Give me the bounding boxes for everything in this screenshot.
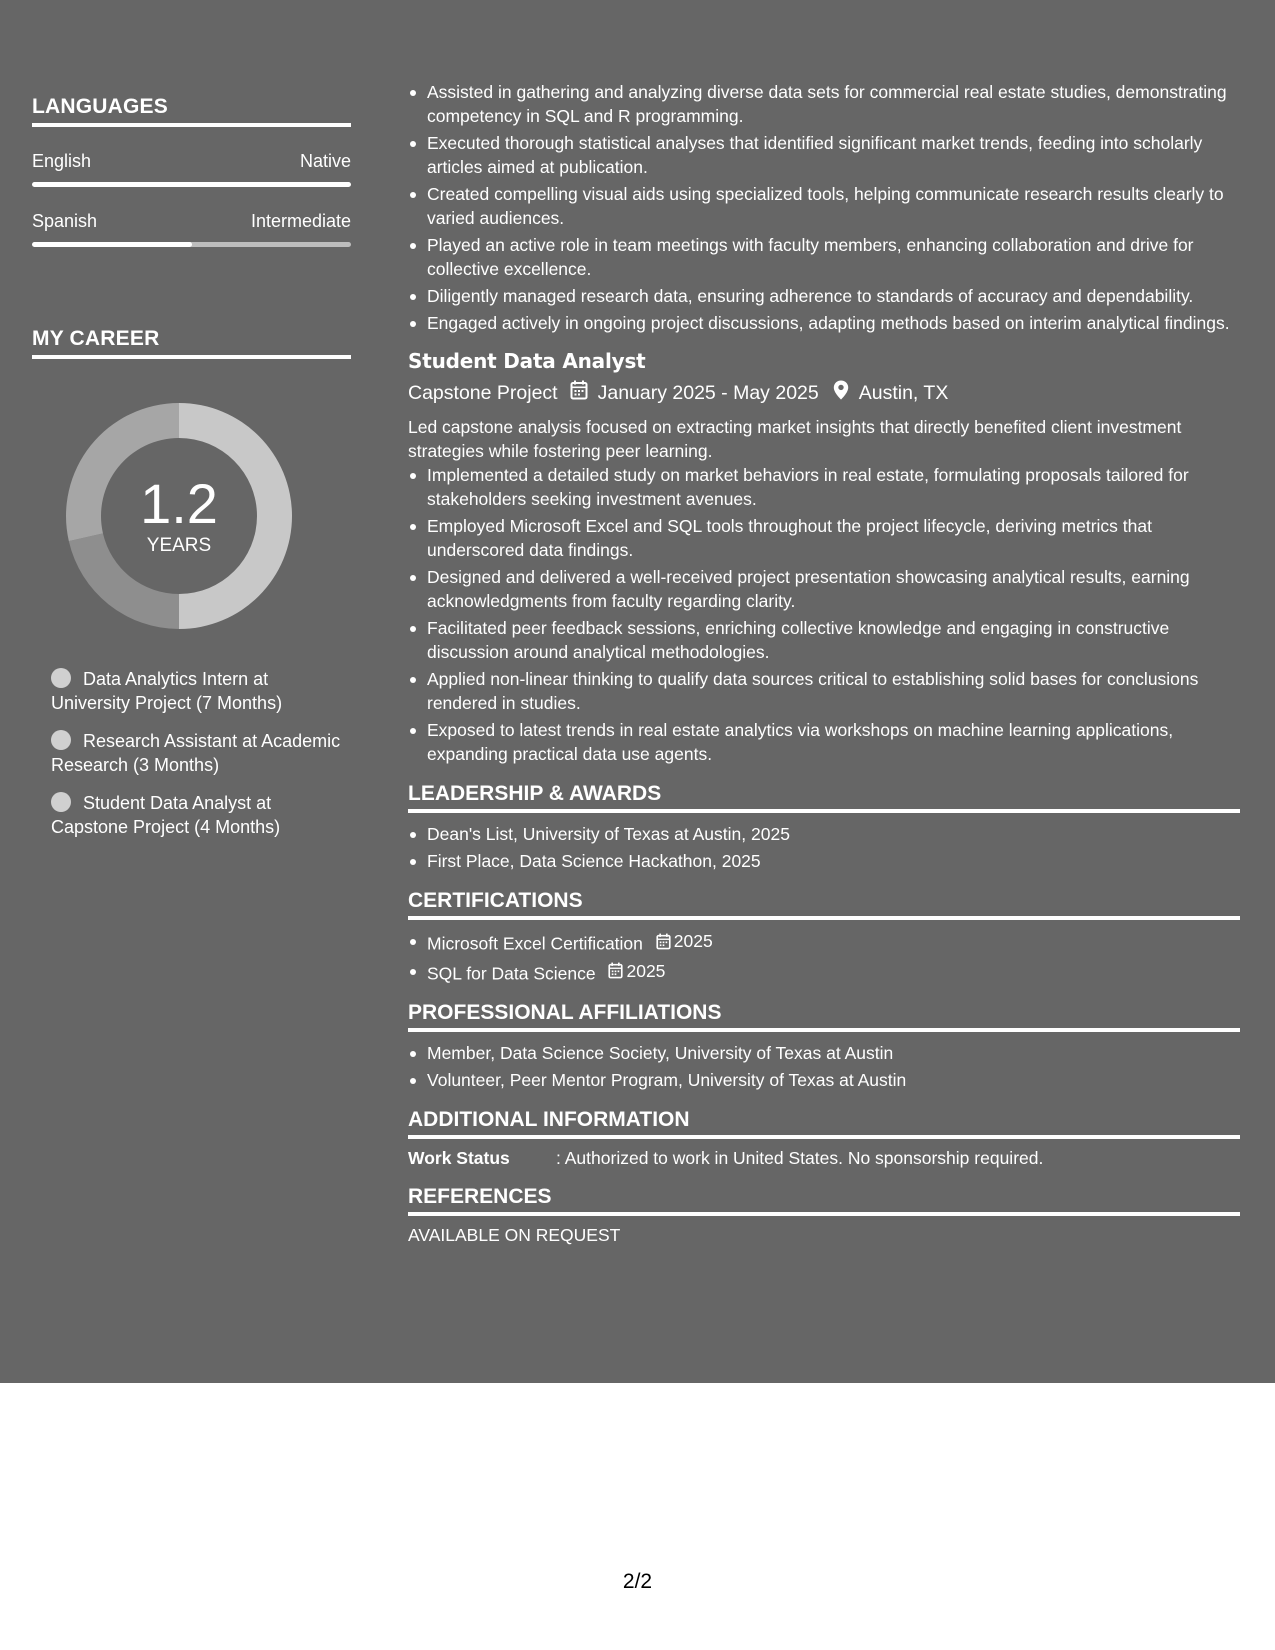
work-status-value: : Authorized to work in United States. No sponsorship required. (556, 1148, 1044, 1168)
job-title: Student Data Analyst (408, 349, 646, 373)
language-name: Spanish (32, 211, 98, 231)
list-item: Implemented a detailed study on market behaviors in real estate, formulating proposals tailored for stakeholders seeking investment avenues. (408, 463, 1240, 511)
job-summary: Led capstone analysis focused on extracting market insights that directly benefited client investment strategies while fostering peer learning. (408, 417, 1182, 461)
list-item: Diligently managed research data, ensuring adherence to standards of accuracy and dependability. (408, 284, 1240, 308)
list-item: Created compelling visual aids using specialized tools, helping communicate research results clearly to varied audiences. (408, 182, 1240, 230)
job-meta (408, 380, 1240, 406)
calendar-icon (570, 380, 588, 406)
job-dates: January 2025 - May 2025 (597, 381, 819, 404)
language-proficiency-fill (32, 242, 192, 247)
list-item: Assisted in gathering and analyzing diverse data sets for commercial real estate studies, demonstrating competency in SQL and R programming. (408, 80, 1240, 128)
list-item: Played an active role in team meetings with faculty members, enhancing collaboration and drive for collective excellence. (408, 233, 1240, 281)
language-english (32, 151, 351, 187)
language-proficiency-bar (32, 242, 351, 247)
leadership-title: LEADERSHIP & AWARDS (408, 782, 1240, 813)
sidebar (32, 95, 351, 853)
list-item: Facilitated peer feedback sessions, enriching collective knowledge and engaging in constructive discussion around analytical methodologies. (408, 616, 1240, 664)
career-legend (51, 667, 351, 839)
list-item: Member, Data Science Society, University of Texas at Austin (408, 1041, 1240, 1065)
job-bullets (408, 463, 1240, 766)
career-legend-item: Research Assistant at Academic Research (3 Months) (51, 731, 341, 775)
leadership-list (408, 822, 1240, 873)
languages-title: LANGUAGES (32, 95, 351, 127)
cert-name: Microsoft Excel Certification (427, 933, 643, 954)
references-value: AVAILABLE ON REQUEST (408, 1225, 621, 1245)
work-status-row (408, 1148, 1240, 1169)
previous-job-bullets (408, 80, 1240, 335)
affiliations-title: PROFESSIONAL AFFILIATIONS (408, 1001, 1240, 1032)
career-total-value: 1.2 (140, 472, 218, 535)
career-total (66, 403, 292, 629)
language-name: English (32, 151, 92, 171)
list-item: Applied non-linear thinking to qualify data sources critical to establishing solid bases for conclusions rendered in studies. (408, 667, 1240, 715)
calendar-icon (608, 962, 623, 979)
career-total-unit: YEARS (146, 535, 212, 556)
calendar-icon (656, 933, 671, 950)
list-item: Engaged actively in ongoing project discussions, adapting methods based on interim analytical findings. (408, 311, 1240, 335)
page-number: 2/2 (622, 1570, 653, 1593)
certifications-title: CERTIFICATIONS (408, 889, 1240, 920)
language-level: Intermediate (250, 211, 351, 231)
list-item: First Place, Data Science Hackathon, 2025 (408, 849, 1240, 873)
language-spanish (32, 211, 351, 247)
list-item: Designed and delivered a well-received project presentation showcasing analytical results, earning acknowledgments from faculty regarding clarity. (408, 565, 1240, 613)
career-dot-icon (51, 668, 71, 688)
list-item: Executed thorough statistical analyses that identified significant market trends, feeding into scholarly articles aimed at publication. (408, 131, 1240, 179)
certifications-list (408, 929, 1240, 985)
list-item (408, 929, 1240, 956)
cert-name: SQL for Data Science (427, 963, 596, 983)
cert-date: 2025 (656, 929, 713, 953)
cert-date: 2025 (608, 959, 665, 983)
job-location: Austin, TX (858, 381, 949, 404)
language-proficiency-bar (32, 182, 351, 187)
language-proficiency-fill (32, 182, 351, 187)
career-legend-item: Data Analytics Intern at University Project (7 Months) (51, 669, 283, 713)
job-company: Capstone Project (408, 381, 558, 404)
map-pin-icon (833, 380, 849, 406)
affiliations-list (408, 1041, 1240, 1092)
list-item (408, 959, 1240, 986)
list-item: Dean's List, University of Texas at Austin, 2025 (408, 822, 1240, 846)
career-dot-icon (51, 730, 71, 750)
additional-info-title: ADDITIONAL INFORMATION (408, 1108, 1240, 1139)
career-legend-item: Student Data Analyst at Capstone Project (4 Months) (51, 793, 281, 837)
career-title: MY CAREER (32, 327, 351, 359)
career-dot-icon (51, 792, 71, 812)
main-content (408, 80, 1240, 1246)
list-item: Exposed to latest trends in real estate analytics via workshops on machine learning applications, expanding practical data use agents. (408, 718, 1240, 766)
list-item: Employed Microsoft Excel and SQL tools throughout the project lifecycle, deriving metrics that underscored data findings. (408, 514, 1240, 562)
career-donut-chart (66, 403, 292, 629)
list-item: Volunteer, Peer Mentor Program, University of Texas at Austin (408, 1068, 1240, 1092)
references-title: REFERENCES (408, 1185, 1240, 1216)
language-level: Native (299, 151, 351, 171)
work-status-label: Work Status (408, 1148, 510, 1168)
